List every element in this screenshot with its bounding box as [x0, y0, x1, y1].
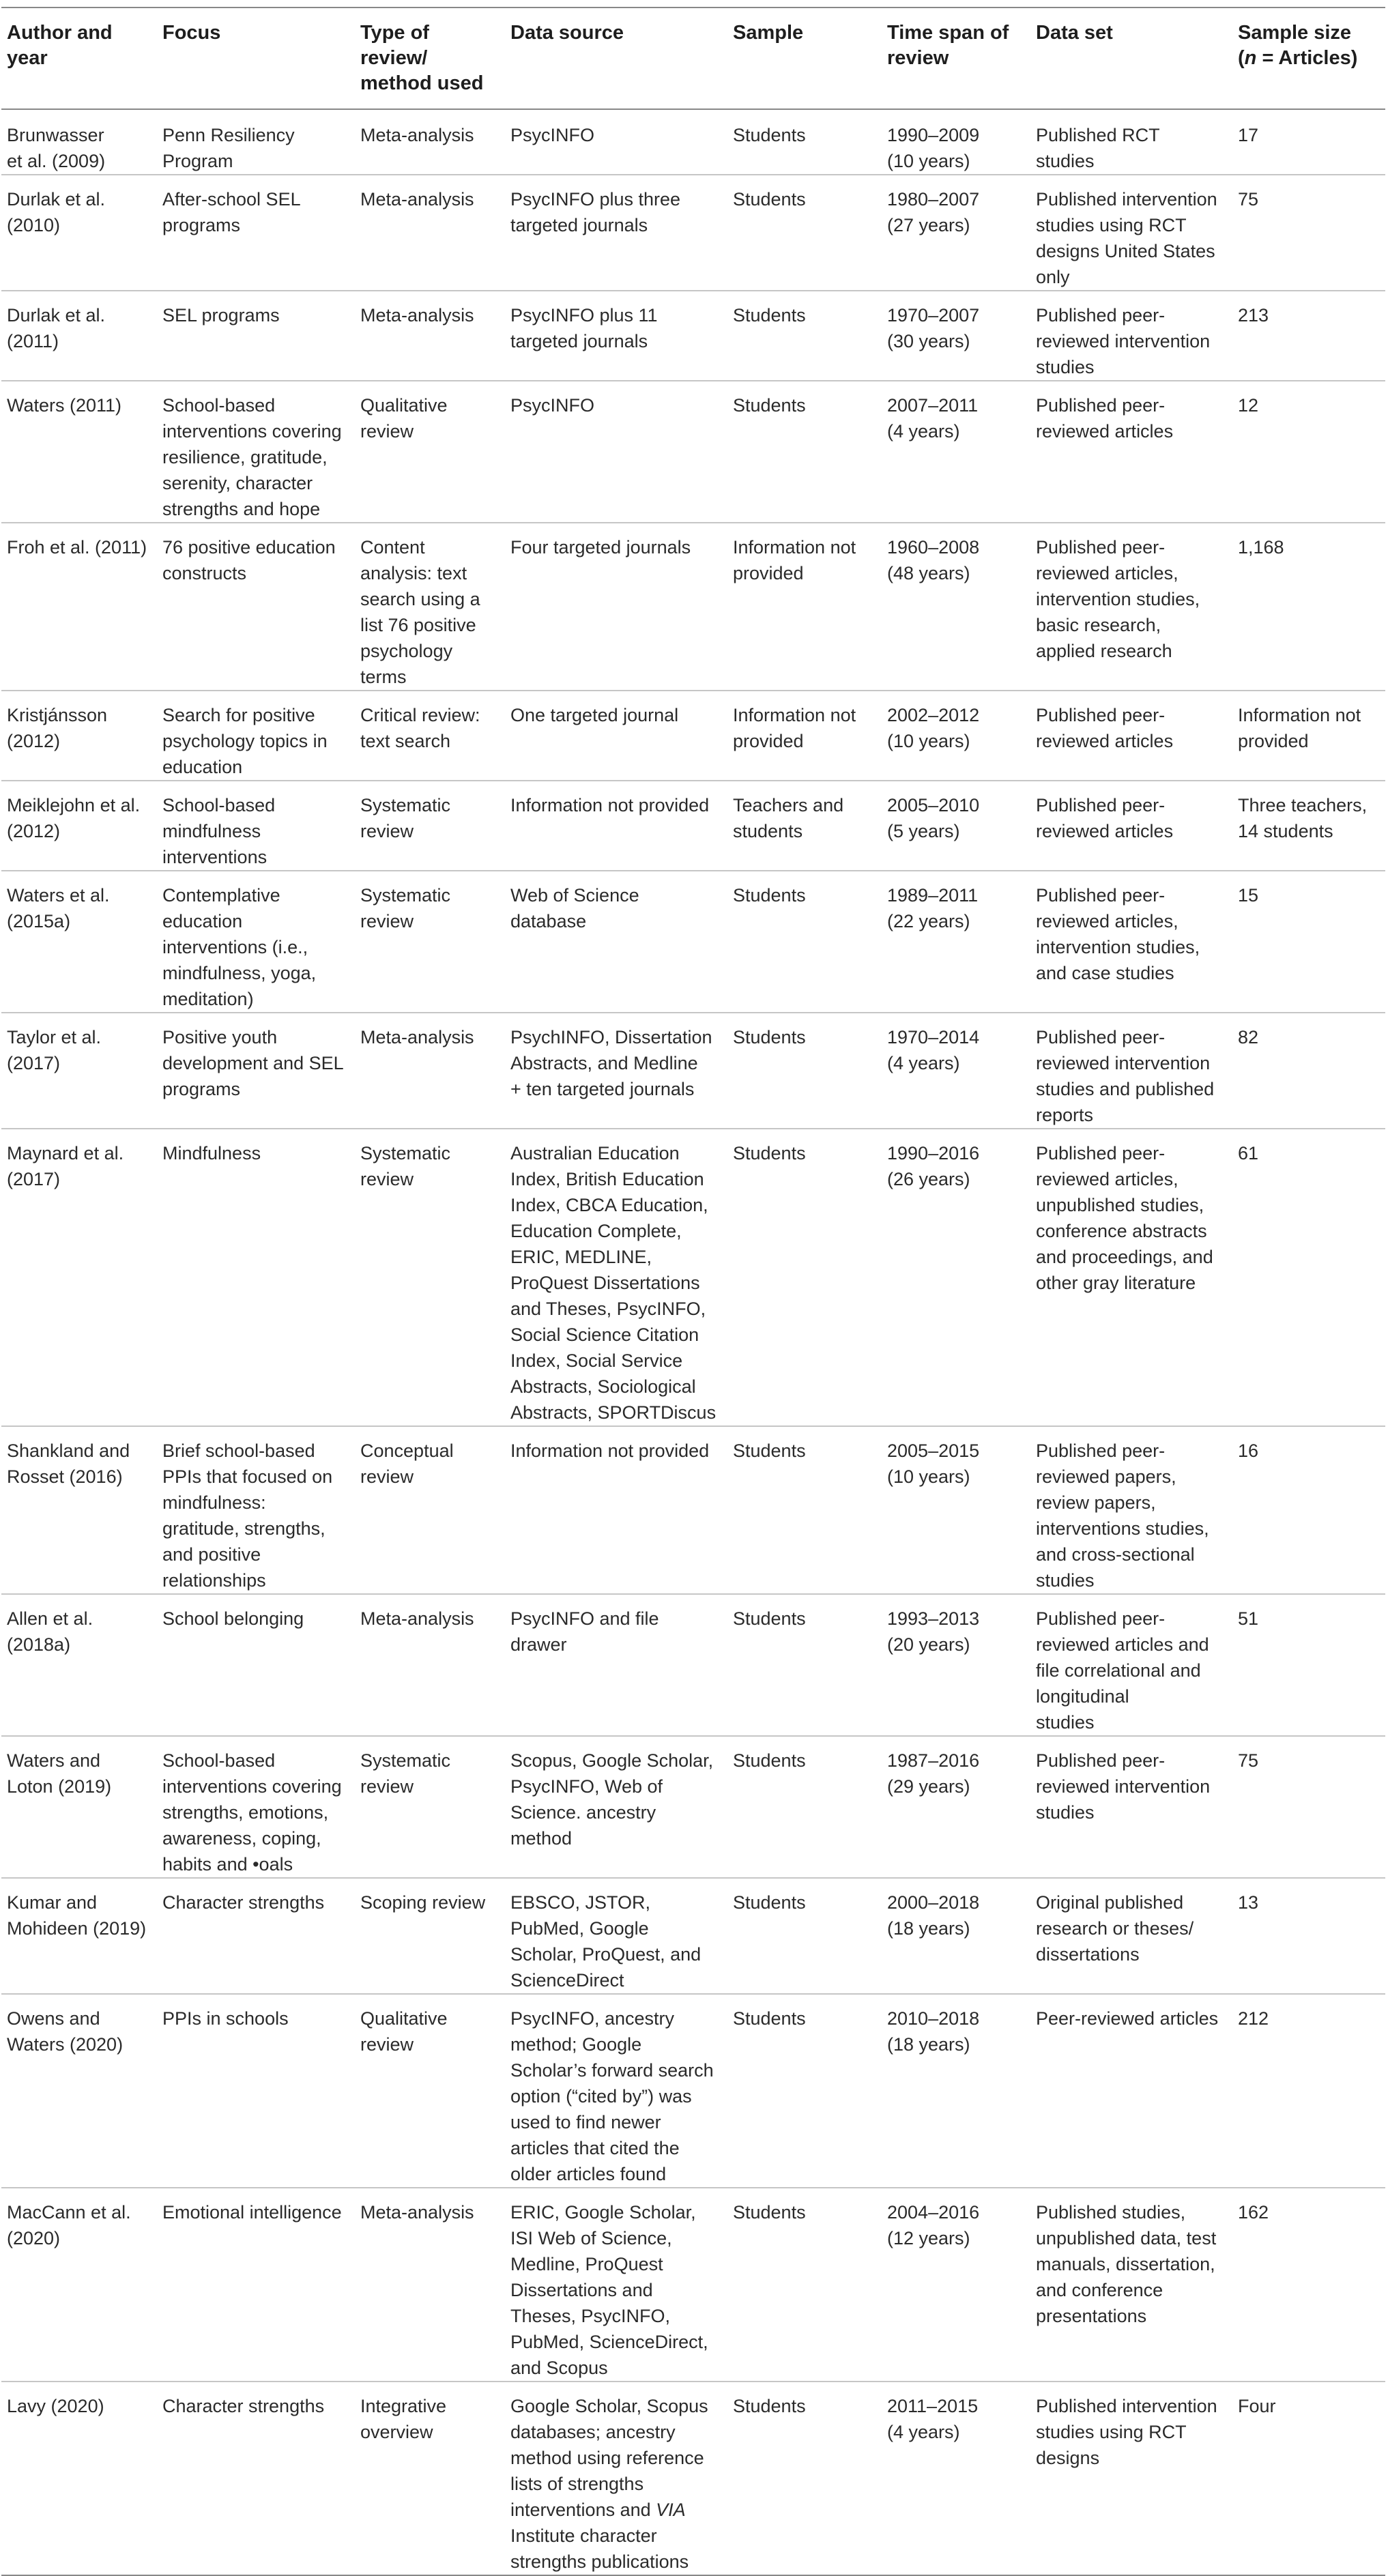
cell-review-type: Scoping review [360, 1892, 486, 1913]
cell-author-year: Waters et al. (2015a) [7, 885, 110, 931]
cell-author-year: Waters and Loton (2019) [7, 1750, 112, 1797]
cell-data-source: Australian Education Index, British Education Index, CBCA Education, Education Complete, ERIC, MEDLINE, ProQuest Dissertations and Theses, PsycINFO, Social Science Citation Index, Social Service Abstracts, Sociological Abstracts, SPORTDiscus [510, 1143, 717, 1423]
cell-review-type: Meta-analysis [360, 305, 474, 325]
cell-author-year: Kristjánsson (2012) [7, 705, 108, 751]
cell-sample: Students [733, 1892, 806, 1913]
cell-sample-size: Four [1238, 2396, 1276, 2416]
cell-time-span: 2011–2015 (4 years) [887, 2396, 979, 2442]
cell-sample-size: 212 [1238, 2008, 1269, 2029]
cell-focus: School belonging [162, 1608, 304, 1629]
cell-data-set: Published intervention studies using RCT designs United States only [1036, 189, 1217, 287]
cell-focus: Search for positive psychology topics in education [162, 705, 328, 777]
cell-sample: Students [733, 395, 806, 416]
cell-sample: Students [733, 1027, 806, 1047]
header-sample-size-pre: Sample size ( [1238, 22, 1352, 69]
cell-author-year: Allen et al. (2018a) [7, 1608, 93, 1655]
cell-sample-size: 213 [1238, 305, 1269, 325]
cell-data-source: One targeted journal [510, 705, 679, 725]
header-sample: Sample [733, 22, 804, 44]
cell-review-type: Meta-analysis [360, 125, 474, 145]
cell-data-set: Original published research or theses/ dissertations [1036, 1892, 1194, 1965]
cell-focus: Character strengths [162, 2396, 325, 2416]
cell-data-source: PsycINFO [510, 125, 595, 145]
cell-sample: Information not provided [733, 537, 856, 583]
cell-data-set: Published RCT studies [1036, 125, 1160, 171]
table-row [1, 871, 1385, 1013]
cell-focus: 76 positive education constructs [162, 537, 336, 583]
cell-data-source: Web of Science database [510, 885, 639, 931]
table-row [1, 691, 1385, 781]
cell-data-source: Four targeted journals [510, 537, 691, 558]
cell-review-type: Integrative overview [360, 2396, 447, 2442]
cell-time-span: 2004–2016 (12 years) [887, 2202, 980, 2248]
cell-review-type: Qualitative review [360, 395, 448, 442]
cell-author-year: Durlak et al. (2010) [7, 189, 106, 235]
review-table-container [1, 7, 1385, 2576]
cell-sample: Students [733, 2008, 806, 2029]
cell-time-span: 2005–2010 (5 years) [887, 795, 980, 841]
cell-sample: Students [733, 1143, 806, 1163]
cell-time-span: 1960–2008 (48 years) [887, 537, 980, 583]
header-sample-size-n: n [1244, 47, 1257, 69]
cell-review-type: Meta-analysis [360, 1608, 474, 1629]
table-row [1, 1426, 1385, 1594]
cell-sample-size: 17 [1238, 125, 1259, 145]
cell-time-span: 2005–2015 (10 years) [887, 1441, 980, 1487]
cell-time-span: 2000–2018 (18 years) [887, 1892, 980, 1939]
cell-sample: Students [733, 885, 806, 906]
header-review-type: Type of review/ method used [360, 22, 484, 94]
cell-author-year: Meiklejohn et al. (2012) [7, 795, 141, 841]
cell-sample-size: 162 [1238, 2202, 1269, 2223]
table-row [1, 2188, 1385, 2382]
table-row [1, 381, 1385, 523]
cell-review-type: Conceptual review [360, 1441, 454, 1487]
cell-author-year: Lavy (2020) [7, 2396, 104, 2416]
table-row [1, 1736, 1385, 1878]
header-sample-size-post: = Articles) [1256, 47, 1358, 69]
cell-data-source: PsycINFO plus 11 targeted journals [510, 305, 658, 351]
table-row [1, 175, 1385, 291]
cell-data-source: PsycINFO, ancestry method; Google Scholar’s forward search option (“cited by”) was used to find newer articles that cited the older articles found [510, 2008, 714, 2184]
cell-review-type: Content analysis: text search using a list 76 positive psychology terms [360, 537, 480, 687]
cell-sample-size: 12 [1238, 395, 1259, 416]
cell-author-year: Durlak et al. (2011) [7, 305, 106, 351]
cell-data-set: Published peer- reviewed intervention studies and published reports [1036, 1027, 1215, 1125]
cell-data-source: Information not provided [510, 1441, 710, 1461]
table-row [1, 291, 1385, 381]
cell-time-span: 1989–2011 (22 years) [887, 885, 979, 931]
cell-data-set: Published peer- reviewed articles [1036, 795, 1174, 841]
cell-author-year: Owens and Waters (2020) [7, 2008, 124, 2055]
cell-data-set: Published peer- reviewed intervention studies [1036, 1750, 1211, 1823]
cell-time-span: 2007–2011 (4 years) [887, 395, 979, 442]
cell-time-span: 2010–2018 (18 years) [887, 2008, 980, 2055]
cell-author-year: Taylor et al. (2017) [7, 1027, 102, 1073]
cell-sample: Students [733, 305, 806, 325]
cell-data-set: Published studies, unpublished data, test manuals, dissertation, and conference presentations [1036, 2202, 1217, 2326]
cell-focus: SEL programs [162, 305, 280, 325]
cell-sample: Information not provided [733, 705, 856, 751]
header-time-span: Time span of review [887, 22, 1009, 69]
cell-time-span: 1970–2014 (4 years) [887, 1027, 980, 1073]
header-focus: Focus [162, 22, 221, 44]
cell-focus: After-school SEL programs [162, 189, 301, 235]
cell-sample: Teachers and students [733, 795, 844, 841]
table-row [1, 1594, 1385, 1736]
cell-focus: Positive youth development and SEL programs [162, 1027, 344, 1099]
table-row [1, 1878, 1385, 1994]
cell-sample: Students [733, 189, 806, 209]
cell-author-year: MacCann et al. (2020) [7, 2202, 131, 2248]
header-data-source: Data source [510, 22, 624, 44]
cell-data-set: Peer-reviewed articles [1036, 2008, 1219, 2029]
cell-data-set: Published peer- reviewed articles [1036, 395, 1174, 442]
cell-author-year: Brunwasser et al. (2009) [7, 125, 106, 171]
cell-data-source: PsycINFO and file drawer [510, 1608, 659, 1655]
cell-sample-size: Three teachers, 14 students [1238, 795, 1368, 841]
cell-sample-size: 16 [1238, 1441, 1259, 1461]
table-row [1, 1129, 1385, 1426]
cell-data-source: PsycINFO plus three targeted journals [510, 189, 681, 235]
cell-focus: School-based mindfulness interventions [162, 795, 276, 867]
header-author-year: Author and year [7, 22, 113, 69]
cell-data-set: Published intervention studies using RCT designs [1036, 2396, 1217, 2468]
table-row [1, 1013, 1385, 1129]
cell-time-span: 1990–2009 (10 years) [887, 125, 980, 171]
table-row [1, 781, 1385, 871]
cell-time-span: 1990–2016 (26 years) [887, 1143, 980, 1189]
table-row [1, 1994, 1385, 2188]
cell-author-year: Froh et al. (2011) [7, 537, 147, 558]
table-row [1, 523, 1385, 691]
cell-review-type: Critical review: text search [360, 705, 480, 751]
cell-sample-size: 13 [1238, 1892, 1259, 1913]
cell-time-span: 1987–2016 (29 years) [887, 1750, 980, 1797]
cell-sample-size: 82 [1238, 1027, 1259, 1047]
cell-review-type: Meta-analysis [360, 1027, 474, 1047]
cell-review-type: Systematic review [360, 795, 451, 841]
cell-time-span: 1970–2007 (30 years) [887, 305, 980, 351]
cell-data-source-text: Google Scholar, Scopus databases; ancestry method using reference lists of strengths interventions and [510, 2396, 708, 2520]
table-row [1, 2382, 1385, 2575]
cell-data-source: Information not provided [510, 795, 710, 815]
cell-data-set: Published peer- reviewed articles, intervention studies, and case studies [1036, 885, 1200, 983]
cell-author-year: Kumar and Mohideen (2019) [7, 1892, 147, 1939]
cell-data-set: Published peer- reviewed articles, intervention studies, basic research, applied research [1036, 537, 1200, 661]
cell-author-year: Shankland and Rosset (2016) [7, 1441, 130, 1487]
cell-data-source: PsycINFO [510, 395, 595, 416]
header-data-set: Data set [1036, 22, 1113, 44]
cell-data-set: Published peer- reviewed articles [1036, 705, 1174, 751]
cell-sample: Students [733, 2396, 806, 2416]
cell-review-type: Qualitative review [360, 2008, 448, 2055]
cell-data-source: ERIC, Google Scholar, ISI Web of Science, Medline, ProQuest Dissertations and Theses, PsycINFO, PubMed, ScienceDirect, and Scopus [510, 2202, 708, 2378]
cell-review-type: Meta-analysis [360, 2202, 474, 2223]
cell-data-source: Scopus, Google Scholar, PsycINFO, Web of Science. ancestry method [510, 1750, 714, 1849]
cell-focus: Penn Resiliency Program [162, 125, 295, 171]
cell-focus: PPIs in schools [162, 2008, 289, 2029]
cell-review-type: Meta-analysis [360, 189, 474, 209]
cell-focus: Character strengths [162, 1892, 325, 1913]
cell-data-source-emphasis: VIA [656, 2500, 686, 2520]
cell-focus: Emotional intelligence [162, 2202, 342, 2223]
table-body [1, 109, 1385, 2575]
header-sample-size [1232, 8, 1385, 109]
cell-sample-size: 51 [1238, 1608, 1259, 1629]
cell-data-source [505, 2382, 727, 2575]
cell-data-source-text: Institute character strengths publications [510, 2526, 689, 2572]
cell-time-span: 1980–2007 (27 years) [887, 189, 980, 235]
cell-data-set: Published peer- reviewed articles and file correlational and longitudinal studies [1036, 1608, 1209, 1733]
cell-sample-size: 1,168 [1238, 537, 1284, 558]
cell-review-type: Systematic review [360, 885, 451, 931]
cell-data-source: PsychINFO, Dissertation Abstracts, and Medline + ten targeted journals [510, 1027, 712, 1099]
review-table [1, 7, 1385, 2576]
cell-focus: School-based interventions covering resilience, gratitude, serenity, character strengths and hope [162, 395, 342, 519]
cell-focus: Brief school-based PPIs that focused on mindfulness: gratitude, strengths, and positive relationships [162, 1441, 333, 1591]
cell-sample: Students [733, 125, 806, 145]
cell-sample: Students [733, 2202, 806, 2223]
cell-data-set: Published peer- reviewed papers, review papers, interventions studies, and cross-sectional studies [1036, 1441, 1209, 1591]
cell-sample: Students [733, 1608, 806, 1629]
cell-time-span: 1993–2013 (20 years) [887, 1608, 980, 1655]
cell-sample-size: 75 [1238, 1750, 1259, 1771]
cell-sample-size: 15 [1238, 885, 1259, 906]
cell-sample: Students [733, 1441, 806, 1461]
cell-sample-size: Information not provided [1238, 705, 1361, 751]
cell-data-set: Published peer- reviewed intervention studies [1036, 305, 1211, 377]
cell-focus: Contemplative education interventions (i.e., mindfulness, yoga, meditation) [162, 885, 317, 1009]
cell-review-type: Systematic review [360, 1750, 451, 1797]
cell-author-year: Maynard et al. (2017) [7, 1143, 124, 1189]
cell-focus: Mindfulness [162, 1143, 261, 1163]
table-row [1, 109, 1385, 175]
cell-sample-size: 75 [1238, 189, 1259, 209]
cell-time-span: 2002–2012 (10 years) [887, 705, 980, 751]
cell-data-source: EBSCO, JSTOR, PubMed, Google Scholar, ProQuest, and ScienceDirect [510, 1892, 702, 1991]
cell-sample: Students [733, 1750, 806, 1771]
cell-focus: School-based interventions covering strengths, emotions, awareness, coping, habits and •oals [162, 1750, 342, 1875]
cell-review-type: Systematic review [360, 1143, 451, 1189]
cell-author-year: Waters (2011) [7, 395, 122, 416]
cell-data-set: Published peer- reviewed articles, unpublished studies, conference abstracts and proceedings, and other gray literature [1036, 1143, 1213, 1293]
cell-sample-size: 61 [1238, 1143, 1259, 1163]
header-row [1, 8, 1385, 109]
